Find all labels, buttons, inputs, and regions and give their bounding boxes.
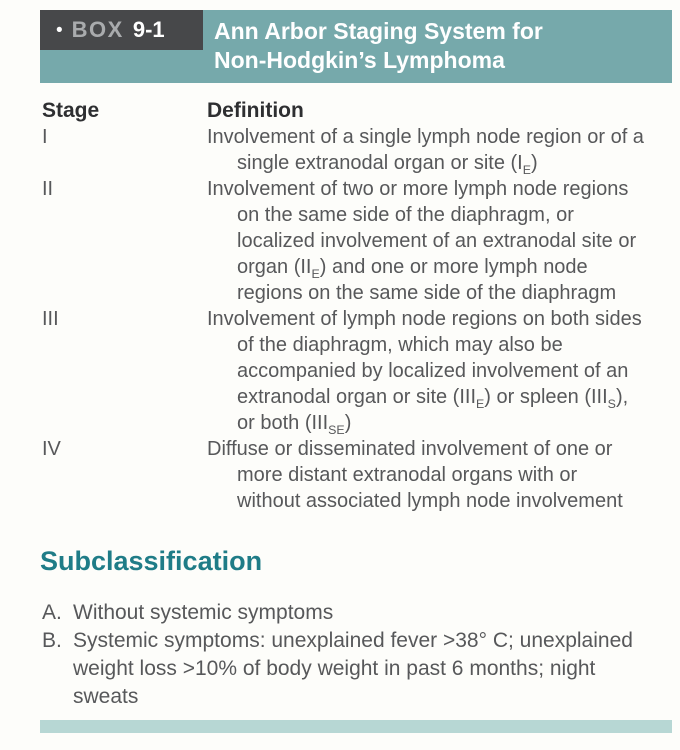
list-item-text: Without systemic symptoms xyxy=(73,601,334,624)
box-title-line1: Ann Arbor Staging System for xyxy=(214,18,543,44)
stage-label-1: I xyxy=(42,126,48,148)
stage-definition-3: Involvement of lymph node regions on both sides of the diaphragm, which may also be accompanied by localized involvement of an extranodal organ or site $(III_E)$ or spleen $(III_S)$, or both $(III_{SE})$ xyxy=(207,308,642,437)
stage-definition-1: Involvement of a single lymph node region or of a single extranodal organ or site $(I_E)$ xyxy=(207,126,644,177)
stage-definition-4: Diffuse or disseminated involvement of one or more distant extranodal organs with or without associated lymph node involvement xyxy=(207,438,623,512)
box-title-line2: Non-Hodgkin’s Lymphoma xyxy=(214,47,505,73)
staging-table xyxy=(42,97,648,514)
box-label-word: BOX xyxy=(71,17,124,42)
column-header-definition: Definition xyxy=(207,99,304,122)
box-title xyxy=(203,10,543,75)
column-header-stage: Stage xyxy=(42,99,100,122)
box-header-bar xyxy=(40,10,672,83)
stage-label-4: IV xyxy=(42,438,61,460)
stage-definition-2: Involvement of two or more lymph node regions on the same side of the diaphragm, or localized involvement of an extranodal site or organ $(II_E)$ and one or more lymph node regions on the same side of the diaphragm xyxy=(207,178,637,304)
list-item xyxy=(42,599,644,627)
footer-accent-bar xyxy=(40,720,672,733)
subclassification-list xyxy=(42,599,644,711)
list-item-marker: B. xyxy=(42,629,62,652)
list-item-text: Systemic symptoms: unexplained fever >38° C; unexplained weight loss >10% of body weight in past 6 months; night sweats xyxy=(73,629,633,708)
box-label xyxy=(40,10,203,50)
box-label-number: 9-1 xyxy=(132,17,165,42)
stage-label-2: II xyxy=(42,178,54,200)
subclassification-heading: Subclassification xyxy=(40,546,263,576)
bullet-icon: • xyxy=(56,19,63,41)
list-item xyxy=(42,627,644,711)
stage-label-3: III xyxy=(42,308,59,330)
list-item-marker: A. xyxy=(42,601,62,624)
